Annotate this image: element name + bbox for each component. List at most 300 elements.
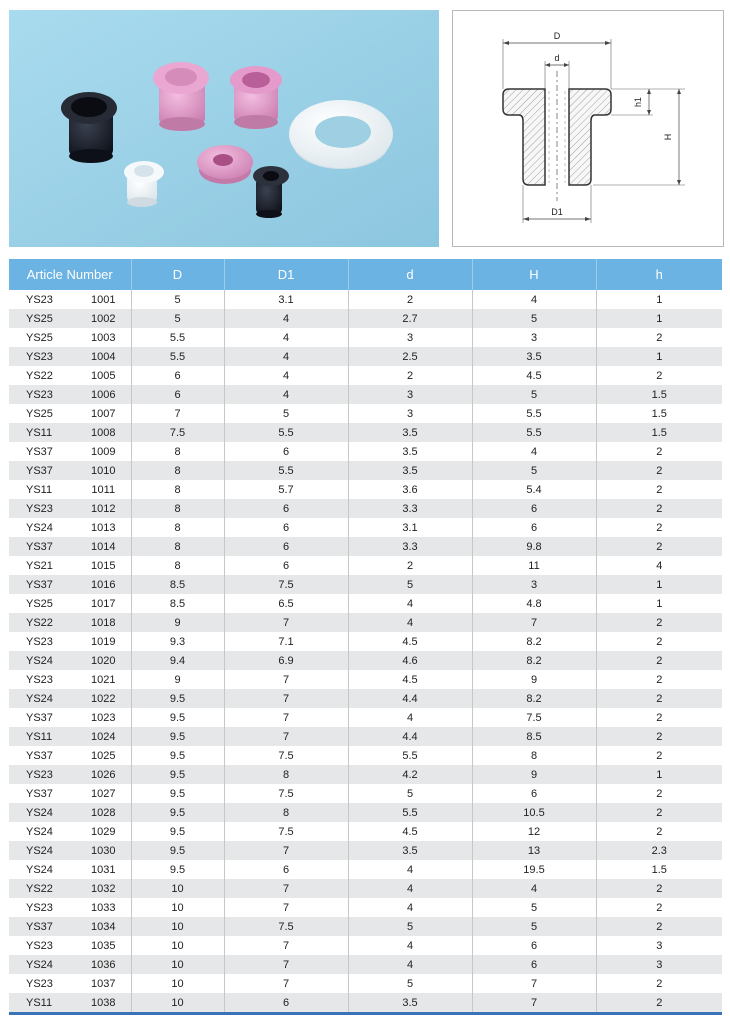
table-row — [9, 309, 722, 328]
cell-D: 9.5 — [131, 746, 224, 765]
cell-D: 8 — [131, 537, 224, 556]
cell-h: 4 — [596, 556, 722, 575]
cell-h: 1 — [596, 594, 722, 613]
cell-grade: YS25 — [9, 328, 76, 347]
cell-d: 4.4 — [348, 727, 472, 746]
cell-H: 5.4 — [472, 480, 596, 499]
cell-d: 4 — [348, 936, 472, 955]
table-row — [9, 518, 722, 537]
cell-D1: 5.5 — [224, 461, 348, 480]
cell-article: 1038 — [76, 993, 131, 1014]
cell-grade: YS24 — [9, 803, 76, 822]
dim-d-label: d — [554, 53, 560, 63]
cell-D1: 4 — [224, 385, 348, 404]
section-left — [503, 89, 545, 185]
cell-D1: 7.1 — [224, 632, 348, 651]
cell-D1: 6 — [224, 556, 348, 575]
cell-article: 1017 — [76, 594, 131, 613]
cell-article: 1029 — [76, 822, 131, 841]
cell-grade: YS22 — [9, 366, 76, 385]
cell-article: 1016 — [76, 575, 131, 594]
table-row — [9, 613, 722, 632]
cell-H: 6 — [472, 499, 596, 518]
cell-H: 8.2 — [472, 651, 596, 670]
cell-H: 7.5 — [472, 708, 596, 727]
table-row — [9, 727, 722, 746]
cell-H: 7 — [472, 993, 596, 1014]
cell-grade: YS23 — [9, 974, 76, 993]
cell-D: 5 — [131, 309, 224, 328]
cell-H: 4 — [472, 442, 596, 461]
cell-D: 5 — [131, 290, 224, 309]
cell-h: 2 — [596, 499, 722, 518]
cell-d: 3.3 — [348, 537, 472, 556]
cell-h: 2 — [596, 613, 722, 632]
cell-h: 2 — [596, 632, 722, 651]
cell-article: 1030 — [76, 841, 131, 860]
cell-h: 2 — [596, 537, 722, 556]
cell-h: 2 — [596, 898, 722, 917]
table-row — [9, 328, 722, 347]
cell-d: 4.5 — [348, 670, 472, 689]
cell-h: 1.5 — [596, 423, 722, 442]
cell-h: 3 — [596, 936, 722, 955]
cell-D: 9.5 — [131, 708, 224, 727]
cell-grade: YS37 — [9, 575, 76, 594]
cell-article: 1018 — [76, 613, 131, 632]
white-ring-large — [289, 100, 393, 169]
cell-d: 5 — [348, 575, 472, 594]
cell-article: 1020 — [76, 651, 131, 670]
cell-H: 5.5 — [472, 423, 596, 442]
cell-h: 2 — [596, 366, 722, 385]
cell-D: 8 — [131, 442, 224, 461]
cell-article: 1031 — [76, 860, 131, 879]
cell-h: 2 — [596, 689, 722, 708]
table-row — [9, 860, 722, 879]
cell-D: 10 — [131, 917, 224, 936]
header-d: d — [348, 259, 472, 290]
cell-H: 8.2 — [472, 632, 596, 651]
cell-d: 4 — [348, 955, 472, 974]
cell-D: 10 — [131, 898, 224, 917]
cell-H: 9.8 — [472, 537, 596, 556]
cell-grade: YS25 — [9, 404, 76, 423]
table-row — [9, 803, 722, 822]
cell-article: 1003 — [76, 328, 131, 347]
cell-grade: YS37 — [9, 537, 76, 556]
cell-article: 1013 — [76, 518, 131, 537]
cell-h: 1 — [596, 309, 722, 328]
cell-D: 9 — [131, 613, 224, 632]
dim-h1-label: h1 — [633, 96, 643, 108]
cell-D1: 7.5 — [224, 746, 348, 765]
cell-article: 1034 — [76, 917, 131, 936]
cell-article: 1037 — [76, 974, 131, 993]
cell-D1: 7 — [224, 974, 348, 993]
pink-eyelet-flat — [197, 145, 253, 184]
cell-H: 6 — [472, 936, 596, 955]
cell-D1: 7 — [224, 841, 348, 860]
cell-grade: YS23 — [9, 632, 76, 651]
dim-D1-label: D1 — [551, 207, 563, 217]
cell-D1: 7.5 — [224, 917, 348, 936]
cell-grade: YS23 — [9, 670, 76, 689]
cell-H: 4.5 — [472, 366, 596, 385]
cell-D: 9.5 — [131, 727, 224, 746]
cell-D: 8 — [131, 499, 224, 518]
section-right — [569, 89, 611, 185]
cell-grade: YS37 — [9, 746, 76, 765]
cell-D: 8 — [131, 461, 224, 480]
cell-H: 8.5 — [472, 727, 596, 746]
cell-grade: YS24 — [9, 651, 76, 670]
cell-h: 2 — [596, 480, 722, 499]
cell-D1: 3.1 — [224, 290, 348, 309]
cell-D: 8.5 — [131, 575, 224, 594]
table-row — [9, 651, 722, 670]
cell-D: 9.5 — [131, 765, 224, 784]
cell-article: 1021 — [76, 670, 131, 689]
table-row — [9, 594, 722, 613]
cell-D1: 7 — [224, 670, 348, 689]
table-row — [9, 670, 722, 689]
cell-article: 1022 — [76, 689, 131, 708]
ceramic-eyelets-image — [9, 10, 439, 247]
cell-H: 10.5 — [472, 803, 596, 822]
table-row — [9, 841, 722, 860]
cell-h: 2 — [596, 727, 722, 746]
cell-article: 1009 — [76, 442, 131, 461]
cell-grade: YS23 — [9, 898, 76, 917]
cell-h: 1 — [596, 765, 722, 784]
cell-H: 4 — [472, 879, 596, 898]
cell-h: 2 — [596, 974, 722, 993]
cell-D: 6 — [131, 366, 224, 385]
cell-article: 1028 — [76, 803, 131, 822]
spec-table — [9, 259, 722, 1015]
product-photo — [9, 10, 439, 247]
cell-D1: 6 — [224, 860, 348, 879]
cell-d: 4 — [348, 860, 472, 879]
cell-D: 5.5 — [131, 347, 224, 366]
cell-grade: YS23 — [9, 290, 76, 309]
cell-grade: YS37 — [9, 442, 76, 461]
header-article-number: Article Number — [9, 259, 131, 290]
cell-D1: 7 — [224, 727, 348, 746]
table-body — [9, 290, 722, 1014]
cell-article: 1007 — [76, 404, 131, 423]
cell-H: 4 — [472, 290, 596, 309]
dim-D-label: D — [553, 31, 561, 41]
cell-article: 1036 — [76, 955, 131, 974]
cell-grade: YS24 — [9, 822, 76, 841]
cell-D1: 5.5 — [224, 423, 348, 442]
cell-D: 9 — [131, 670, 224, 689]
table-row — [9, 955, 722, 974]
cell-H: 19.5 — [472, 860, 596, 879]
table-row — [9, 442, 722, 461]
cell-D1: 7.5 — [224, 822, 348, 841]
table-row — [9, 385, 722, 404]
cell-grade: YS24 — [9, 518, 76, 537]
cell-H: 9 — [472, 765, 596, 784]
cell-D1: 4 — [224, 366, 348, 385]
cell-D: 10 — [131, 936, 224, 955]
cell-D1: 6.9 — [224, 651, 348, 670]
cell-article: 1033 — [76, 898, 131, 917]
cell-H: 8.2 — [472, 689, 596, 708]
cell-D: 9.4 — [131, 651, 224, 670]
header-D1: D1 — [224, 259, 348, 290]
cell-h: 2 — [596, 651, 722, 670]
cell-d: 4.5 — [348, 822, 472, 841]
cell-H: 9 — [472, 670, 596, 689]
cell-article: 1012 — [76, 499, 131, 518]
cell-grade: YS24 — [9, 955, 76, 974]
cell-grade: YS37 — [9, 784, 76, 803]
cell-D1: 6.5 — [224, 594, 348, 613]
cell-D: 9.5 — [131, 784, 224, 803]
cell-d: 3.1 — [348, 518, 472, 537]
header-h: h — [596, 259, 722, 290]
cell-d: 4 — [348, 594, 472, 613]
cell-h: 2 — [596, 784, 722, 803]
cell-grade: YS11 — [9, 423, 76, 442]
table-row — [9, 575, 722, 594]
table-row — [9, 936, 722, 955]
cell-h: 2 — [596, 746, 722, 765]
table-row — [9, 784, 722, 803]
cell-D1: 4 — [224, 328, 348, 347]
cell-grade: YS24 — [9, 860, 76, 879]
cell-H: 8 — [472, 746, 596, 765]
technical-drawing — [452, 10, 724, 247]
cell-D1: 7 — [224, 689, 348, 708]
cell-d: 2 — [348, 366, 472, 385]
cell-H: 7 — [472, 974, 596, 993]
cell-H: 5.5 — [472, 404, 596, 423]
table-row — [9, 746, 722, 765]
cell-article: 1014 — [76, 537, 131, 556]
cell-H: 6 — [472, 784, 596, 803]
cell-D1: 7 — [224, 955, 348, 974]
table-row — [9, 765, 722, 784]
cell-d: 5 — [348, 974, 472, 993]
cell-D: 10 — [131, 955, 224, 974]
cell-article: 1001 — [76, 290, 131, 309]
cell-grade: YS21 — [9, 556, 76, 575]
cell-D: 9.5 — [131, 841, 224, 860]
header-D: D — [131, 259, 224, 290]
cell-grade: YS37 — [9, 708, 76, 727]
table-row — [9, 708, 722, 727]
cell-D: 9.5 — [131, 803, 224, 822]
cell-grade: YS25 — [9, 309, 76, 328]
pink-eyelet-tall — [153, 62, 209, 131]
cell-D1: 5 — [224, 404, 348, 423]
cell-article: 1008 — [76, 423, 131, 442]
cell-h: 1 — [596, 347, 722, 366]
cell-D: 9.5 — [131, 689, 224, 708]
cell-H: 11 — [472, 556, 596, 575]
cell-d: 2.7 — [348, 309, 472, 328]
cell-d: 3.5 — [348, 993, 472, 1014]
cell-D: 6 — [131, 385, 224, 404]
cell-d: 3.5 — [348, 423, 472, 442]
cell-D1: 4 — [224, 347, 348, 366]
cell-grade: YS23 — [9, 765, 76, 784]
cell-D: 8.5 — [131, 594, 224, 613]
cell-h: 2 — [596, 328, 722, 347]
cell-D: 10 — [131, 879, 224, 898]
cell-grade: YS37 — [9, 917, 76, 936]
cell-d: 5 — [348, 784, 472, 803]
cell-D: 10 — [131, 993, 224, 1014]
cell-D1: 6 — [224, 537, 348, 556]
cell-H: 5 — [472, 917, 596, 936]
cell-H: 4.8 — [472, 594, 596, 613]
cell-article: 1019 — [76, 632, 131, 651]
cell-article: 1027 — [76, 784, 131, 803]
eyelet-cross-section-diagram — [453, 11, 723, 246]
cell-article: 1005 — [76, 366, 131, 385]
table-row — [9, 632, 722, 651]
cell-d: 3 — [348, 328, 472, 347]
cell-D1: 7 — [224, 879, 348, 898]
cell-h: 1 — [596, 290, 722, 309]
cell-d: 2 — [348, 556, 472, 575]
cell-h: 1 — [596, 575, 722, 594]
cell-D: 9.5 — [131, 822, 224, 841]
cell-D1: 6 — [224, 442, 348, 461]
cell-d: 5 — [348, 917, 472, 936]
cell-D1: 7 — [224, 613, 348, 632]
cell-article: 1035 — [76, 936, 131, 955]
cell-D1: 7.5 — [224, 784, 348, 803]
cell-d: 3.5 — [348, 461, 472, 480]
cell-d: 3.5 — [348, 841, 472, 860]
cell-d: 3.6 — [348, 480, 472, 499]
cell-h: 2 — [596, 442, 722, 461]
cell-h: 2 — [596, 822, 722, 841]
cell-h: 2 — [596, 708, 722, 727]
cell-article: 1004 — [76, 347, 131, 366]
cell-H: 3 — [472, 328, 596, 347]
cell-grade: YS11 — [9, 993, 76, 1014]
cell-grade: YS37 — [9, 461, 76, 480]
cell-D: 10 — [131, 974, 224, 993]
cell-article: 1025 — [76, 746, 131, 765]
cell-article: 1010 — [76, 461, 131, 480]
cell-h: 2 — [596, 518, 722, 537]
cell-H: 5 — [472, 461, 596, 480]
cell-D1: 7 — [224, 936, 348, 955]
table-row — [9, 556, 722, 575]
table-row — [9, 404, 722, 423]
cell-grade: YS24 — [9, 841, 76, 860]
cell-d: 4 — [348, 879, 472, 898]
cell-H: 5 — [472, 898, 596, 917]
cell-grade: YS22 — [9, 879, 76, 898]
cell-H: 5 — [472, 385, 596, 404]
cell-h: 2 — [596, 993, 722, 1014]
cell-D: 7 — [131, 404, 224, 423]
cell-D1: 6 — [224, 993, 348, 1014]
cell-D1: 6 — [224, 518, 348, 537]
cell-D1: 7.5 — [224, 575, 348, 594]
table-row — [9, 974, 722, 993]
cell-article: 1006 — [76, 385, 131, 404]
cell-d: 4.2 — [348, 765, 472, 784]
cell-h: 1.5 — [596, 385, 722, 404]
cell-d: 3.3 — [348, 499, 472, 518]
table-header-row — [9, 259, 722, 290]
cell-d: 3.5 — [348, 442, 472, 461]
cell-article: 1015 — [76, 556, 131, 575]
cell-d: 3 — [348, 404, 472, 423]
cell-h: 2 — [596, 917, 722, 936]
table-row — [9, 461, 722, 480]
cell-h: 3 — [596, 955, 722, 974]
cell-h: 2 — [596, 879, 722, 898]
cell-article: 1002 — [76, 309, 131, 328]
cell-grade: YS23 — [9, 347, 76, 366]
cell-d: 5.5 — [348, 803, 472, 822]
cell-D: 9.5 — [131, 860, 224, 879]
cell-d: 5.5 — [348, 746, 472, 765]
cell-grade: YS22 — [9, 613, 76, 632]
cell-article: 1024 — [76, 727, 131, 746]
cell-grade: YS11 — [9, 727, 76, 746]
cell-article: 1032 — [76, 879, 131, 898]
dim-H-label: H — [663, 133, 673, 141]
cell-D1: 5.7 — [224, 480, 348, 499]
table-row — [9, 917, 722, 936]
cell-d: 2 — [348, 290, 472, 309]
cell-D: 8 — [131, 556, 224, 575]
pink-eyelet-medium — [230, 66, 282, 129]
cell-grade: YS25 — [9, 594, 76, 613]
cell-article: 1011 — [76, 480, 131, 499]
cell-D: 5.5 — [131, 328, 224, 347]
table-row — [9, 499, 722, 518]
cell-D1: 8 — [224, 765, 348, 784]
table-row — [9, 347, 722, 366]
cell-d: 4 — [348, 898, 472, 917]
cell-d: 3 — [348, 385, 472, 404]
header-H: H — [472, 259, 596, 290]
cell-grade: YS23 — [9, 385, 76, 404]
table-row — [9, 290, 722, 309]
cell-h: 1.5 — [596, 404, 722, 423]
table-row — [9, 537, 722, 556]
table-row — [9, 898, 722, 917]
cell-H: 6 — [472, 518, 596, 537]
cell-grade: YS24 — [9, 689, 76, 708]
cell-d: 4.6 — [348, 651, 472, 670]
table-row — [9, 423, 722, 442]
cell-h: 2 — [596, 461, 722, 480]
cell-article: 1023 — [76, 708, 131, 727]
cell-D1: 4 — [224, 309, 348, 328]
cell-H: 3 — [472, 575, 596, 594]
cell-D: 8 — [131, 480, 224, 499]
cell-D1: 6 — [224, 499, 348, 518]
cell-H: 3.5 — [472, 347, 596, 366]
cell-grade: YS23 — [9, 499, 76, 518]
table-row — [9, 879, 722, 898]
